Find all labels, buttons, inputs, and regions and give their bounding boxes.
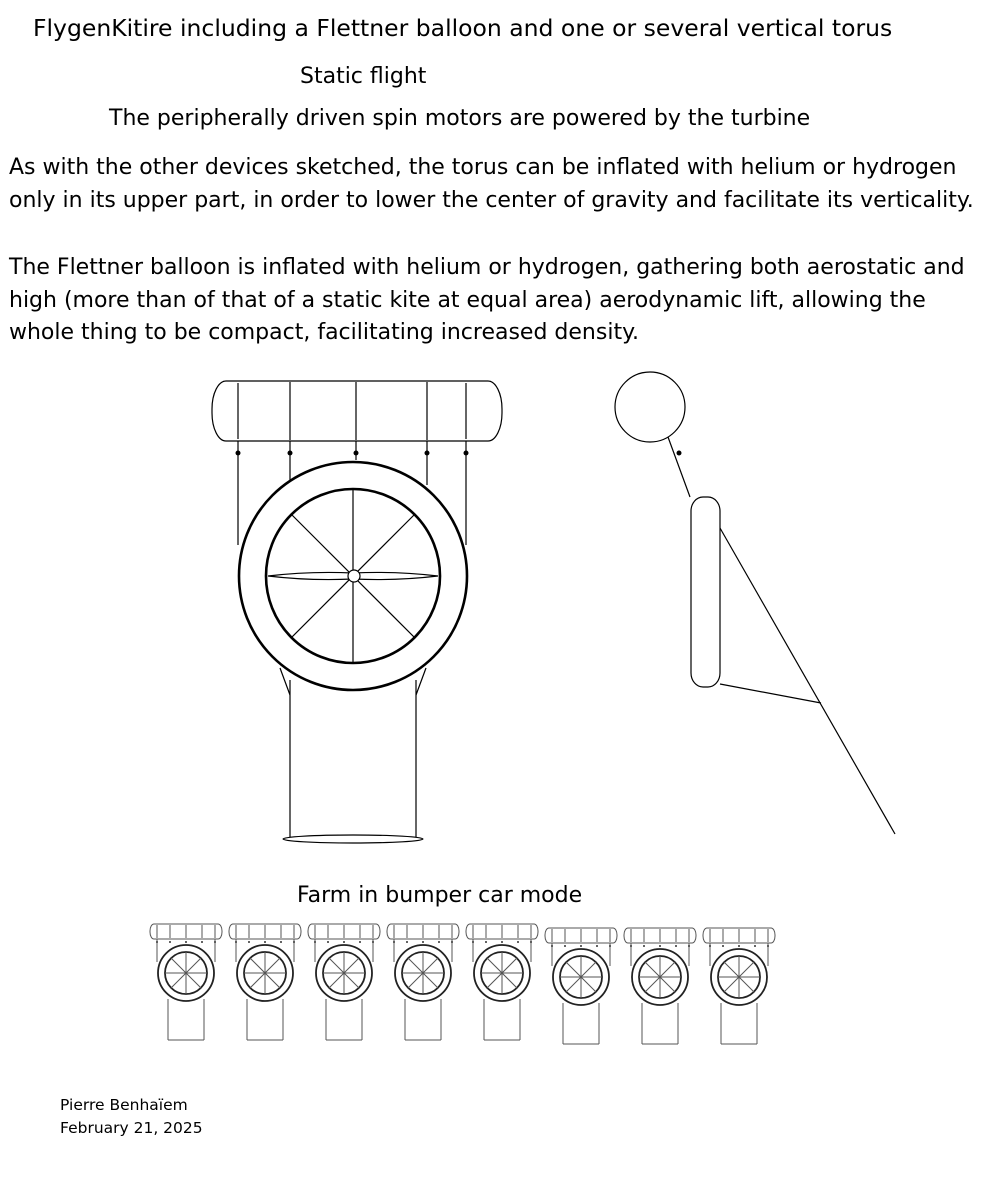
paragraph-line: high (more than of that of a static kite at equal area) aerodynamic lift, allowing the [9, 287, 926, 313]
side-view [615, 372, 895, 834]
paragraph-line: The Flettner balloon is inflated with helium or hydrogen, gathering both aerostatic and [9, 255, 965, 280]
farm-unit [622, 926, 698, 1058]
farm-unit [464, 922, 540, 1054]
paragraph-line: whole thing to be compact, facilitating increased density. [9, 320, 639, 345]
paragraph-line: only in its upper part, in order to lower the center of gravity and facilitate its verticality. [9, 187, 974, 213]
tethers [236, 441, 469, 545]
farm-unit [148, 922, 224, 1054]
subtitle-static-flight: Static flight [300, 64, 427, 89]
author-name: Pierre Benhaïem [60, 1096, 188, 1114]
paragraph-line: As with the other devices sketched, the torus can be inflated with helium or hydrogen [9, 155, 957, 180]
farm-unit [543, 926, 619, 1058]
lower-support [280, 668, 426, 843]
turbine-blades [268, 570, 438, 582]
front-view [212, 381, 502, 843]
author-block [60, 1094, 203, 1140]
flettner-balloon [212, 381, 502, 441]
author-date: February 21, 2025 [60, 1119, 203, 1137]
torus-side [691, 497, 720, 687]
farm-unit [385, 922, 461, 1054]
subtitle-spin-motors: The peripherally driven spin motors are powered by the turbine [109, 106, 811, 131]
page-title: FlygenKitire including a Flettner balloon and one or several vertical torus [33, 14, 893, 42]
farm-caption: Farm in bumper car mode [297, 883, 583, 908]
farm-unit [701, 926, 777, 1058]
farm-unit [306, 922, 382, 1054]
flettner-balloon-side [615, 372, 685, 442]
farm-unit [227, 922, 303, 1054]
